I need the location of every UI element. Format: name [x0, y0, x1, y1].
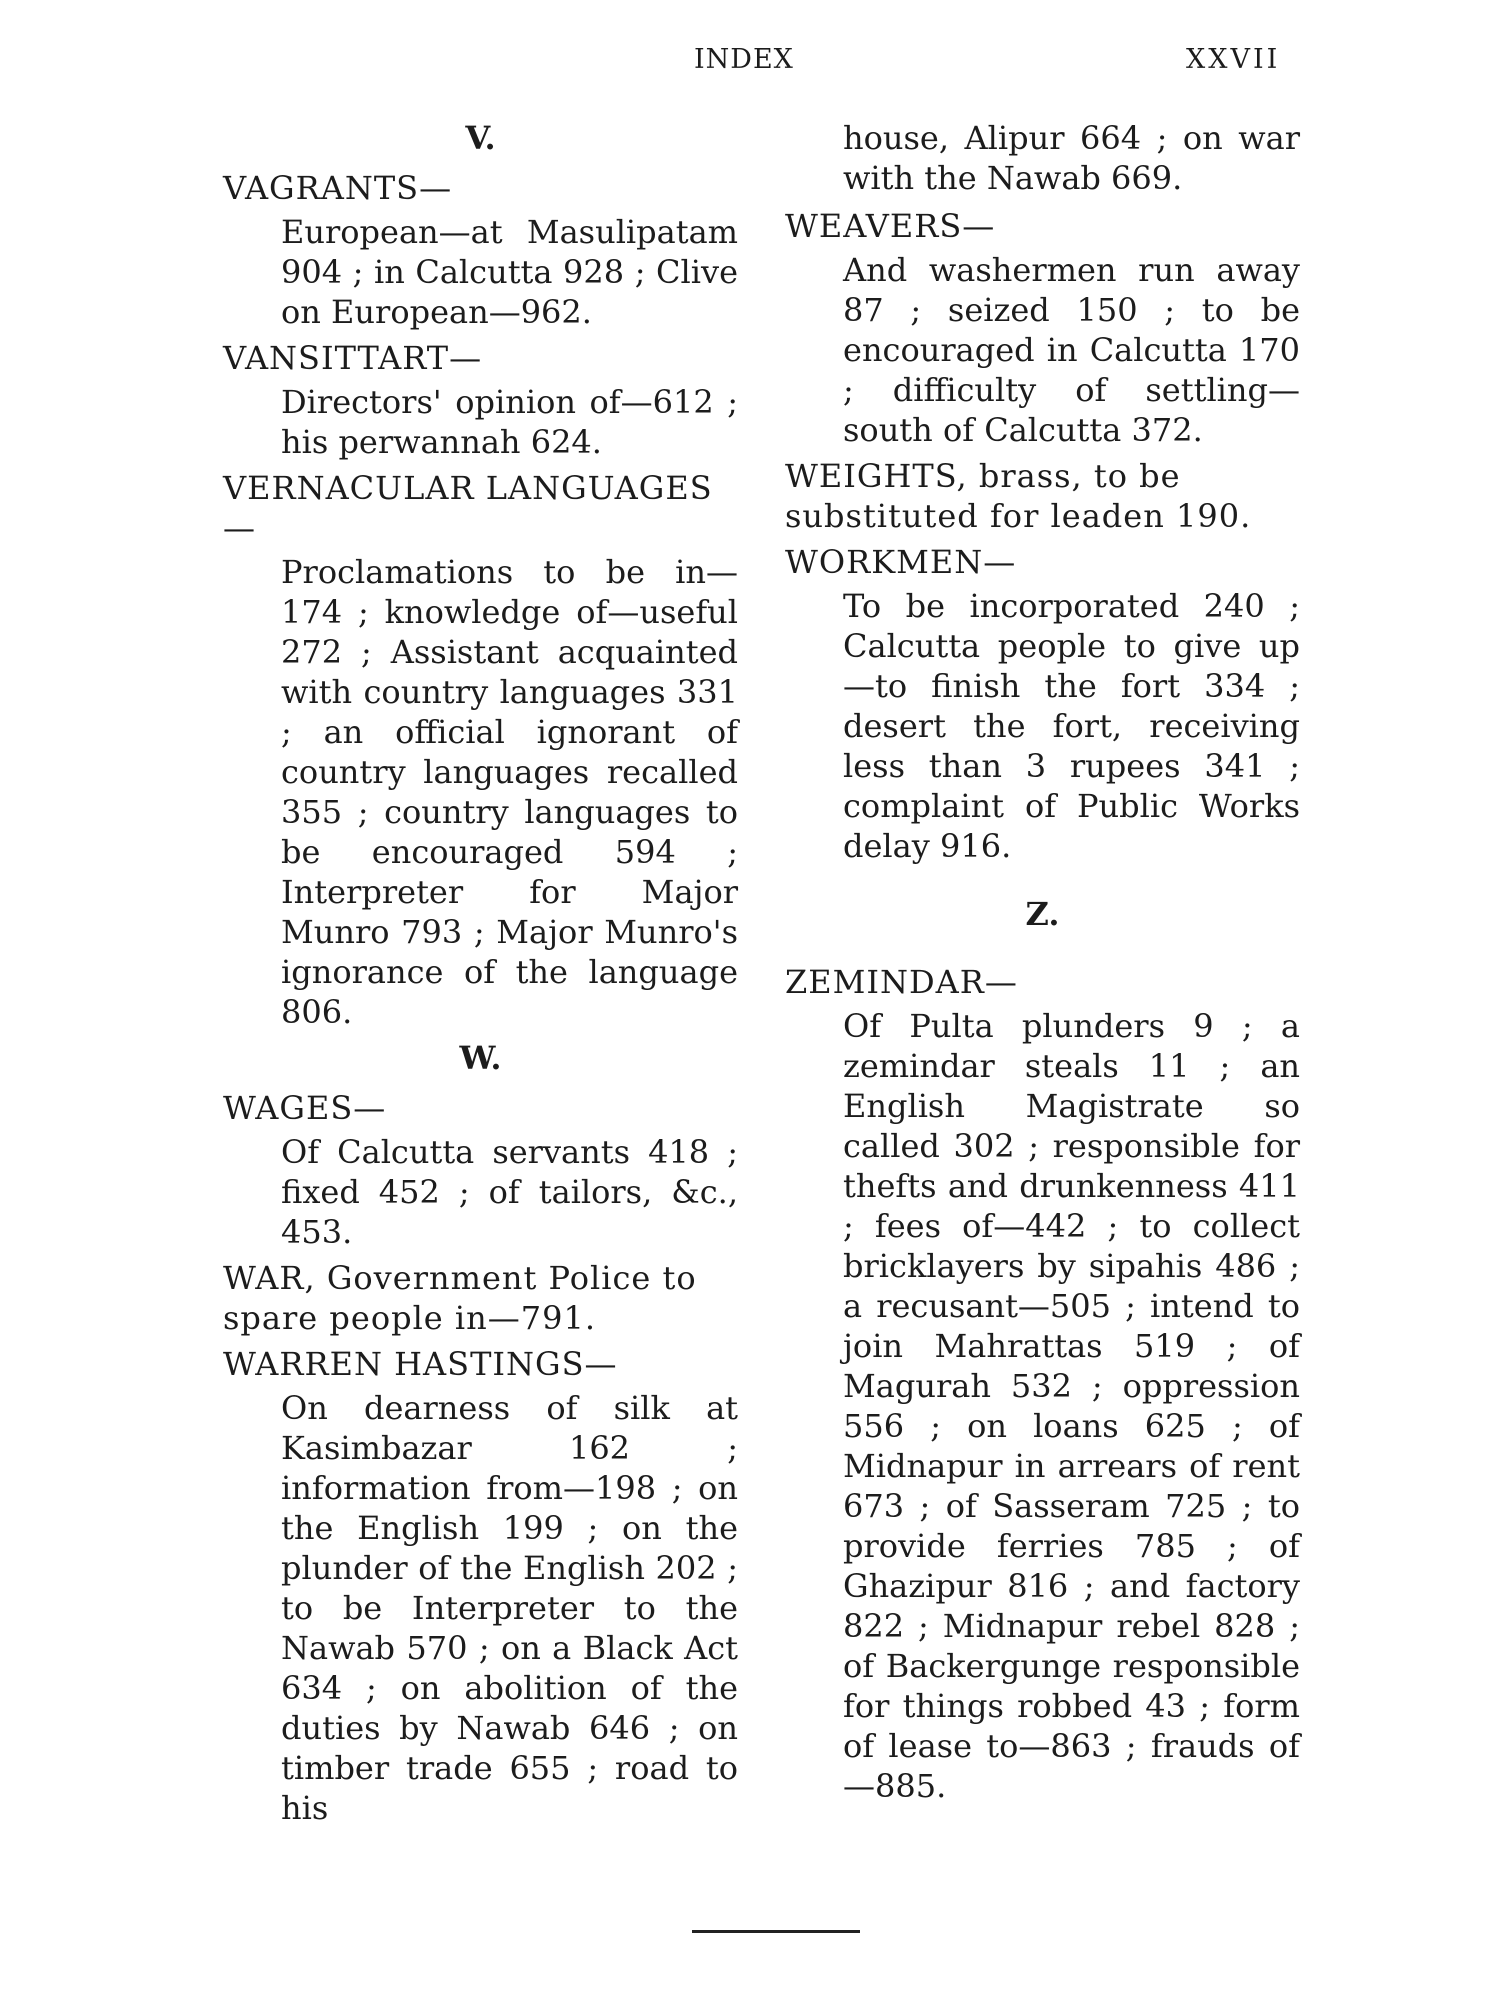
entry-body-zemindar: Of Pulta plunders 9 ; a zemindar steals 11 ; an English Magistrate so called 302 ; responsible for thefts and drunkenness 411 ; fees of—442 ; to collect bricklayers by sipahis 486 ; a recusant—505 ; intend to join Mahrattas 519 ; of Magurah 532 ; oppression 556 ; on loans 625 ; of Midnapur in arrears of rent 673 ; of Sasseram 725 ; to provide ferries 785 ; of Ghazipur 816 ; and factory 822 ; Midnapur rebel 828 ; of Backergunge responsible for things robbed 43 ; form of lease to—863 ; frauds of—885.	[843, 1007, 1300, 1805]
entry-heading-warren-hastings: WARREN HASTINGS—	[223, 1345, 618, 1383]
entry-weights	[785, 456, 1300, 536]
entry-body-warren-hastings-continued: house, Alipur 664 ; on war with the Nawab 669.	[843, 119, 1300, 197]
section-letter-v: V.	[465, 119, 496, 157]
entry-body-workmen: To be incorporated 240 ; Calcutta people to give up—to finish the fort 334 ; desert the fort, receiving less than 3 rupees 341 ; complaint of Public Works delay 916.	[843, 587, 1300, 865]
entry-war	[223, 1258, 738, 1338]
entry-body-vernacular-languages: Proclamations to be in—174 ; knowledge of—useful 272 ; Assistant acquainted with country languages 331 ; an official ignorant of country languages recalled 355 ; country languages to be encouraged 594 ; Interpreter for Major Munro 793 ; Major Munro's ignorance of the language 806.	[281, 553, 738, 1031]
left-column	[223, 118, 738, 1834]
running-head	[0, 44, 1500, 84]
entry-heading-weavers: WEAVERS—	[785, 207, 996, 245]
entry-heading-vansittart: VANSITTART—	[223, 339, 483, 377]
entry-body-warren-hastings: On dearness of silk at Kasimbazar 162 ; information from—198 ; on the English 199 ; on the plunder of the English 202 ; to be Interpreter to the Nawab 570 ; on a Black Act 634 ; on abolition of the duties by Nawab 646 ; on timber trade 655 ; road to his	[281, 1389, 738, 1827]
entry-heading-vernacular-languages: VERNACULAR LANGUAGES—	[223, 469, 713, 547]
entry-body-weights: brass, to be substituted for leaden 190.	[785, 457, 1252, 535]
section-letter-w: W.	[459, 1039, 502, 1077]
section-letter-z: Z.	[1025, 895, 1060, 933]
running-head-title: INDEX	[694, 44, 794, 75]
entry-body-wages: Of Calcutta servants 418 ; fixed 452 ; of tailors, &c., 453.	[281, 1133, 738, 1251]
entry-heading-war: WAR,	[223, 1259, 316, 1297]
right-column	[785, 118, 1300, 1812]
page-end-rule	[692, 1930, 860, 1933]
entry-heading-wages: WAGES—	[223, 1089, 387, 1127]
entry-heading-zemindar: ZEMINDAR—	[785, 963, 1018, 1001]
entry-body-war: Government Police to spare people in—791.	[223, 1259, 697, 1337]
entry-heading-weights: WEIGHTS,	[785, 457, 968, 495]
entry-heading-workmen: WORKMEN—	[785, 543, 1017, 581]
entry-body-vagrants: European—at Masulipatam 904 ; in Calcutta 928 ; Clive on European—962.	[281, 213, 738, 331]
entry-heading-vagrants: VAGRANTS—	[223, 169, 453, 207]
entry-body-weavers: And washermen run away 87 ; seized 150 ; to be encouraged in Calcutta 170 ; difficulty of settling—south of Calcutta 372.	[843, 251, 1300, 449]
entry-body-vansittart: Directors' opinion of—612 ; his perwannah 624.	[281, 383, 738, 461]
page-number: XXVII	[1186, 44, 1281, 75]
